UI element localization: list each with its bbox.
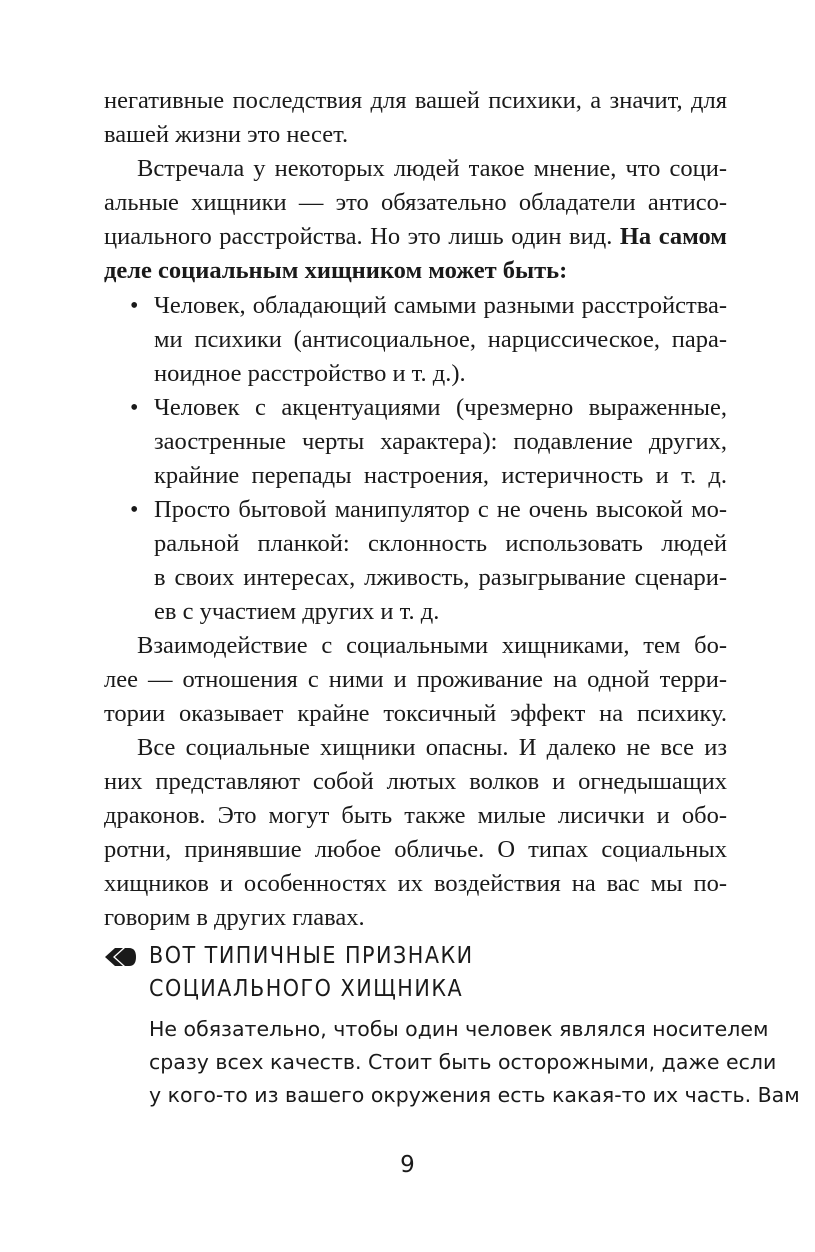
paragraph-line: ротни, принявшие любое обличье. О типах социальных bbox=[104, 836, 727, 863]
bold-text: На самом bbox=[619, 223, 727, 250]
bullet-marker: • bbox=[130, 293, 139, 319]
bullet-line: заостренные черты характера): подавление других, bbox=[154, 428, 727, 455]
bullet-line: Человек с акцентуациями (чрезмерно выраженные, bbox=[154, 394, 727, 421]
bullet-line: Человек, обладающий самыми разными расстройства- bbox=[154, 292, 727, 319]
bullet-line: в своих интересах, лживость, разыгрывание сценари- bbox=[154, 564, 727, 591]
paragraph-line: Все социальные хищники опасны. И далеко не все из bbox=[137, 734, 727, 761]
paragraph-line: лее — отношения с ними и проживание на одной терри- bbox=[104, 666, 727, 693]
bullet-line: крайние перепады настроения, истеричность и т. д. bbox=[154, 462, 727, 489]
section-text-line: Не обязательно, чтобы один человек являлся носителем bbox=[149, 1017, 769, 1041]
bullet-line: ми психики (антисоциальное, нарциссическое, пара- bbox=[154, 326, 727, 353]
paragraph-line: Встречала у некоторых людей такое мнение, что соци- bbox=[137, 155, 727, 182]
section-heading: ВОТ ТИПИЧНЫЕ ПРИЗНАКИ bbox=[149, 943, 474, 969]
paragraph-line: негативные последствия для вашей психики, а значит, для bbox=[104, 87, 727, 114]
paragraph-line: вашей жизни это несет. bbox=[104, 121, 349, 148]
paragraph-line: альные хищники — это обязательно обладатели антисо- bbox=[104, 189, 727, 216]
paragraph-line: говорим в других главах. bbox=[104, 904, 365, 931]
bullet-line: ральной планкой: склонность использовать людей bbox=[154, 530, 727, 557]
bullet-line: Просто бытовой манипулятор с не очень высокой мо- bbox=[154, 496, 727, 523]
regular-text: циального расстройства. Но это лишь один вид. bbox=[104, 223, 620, 250]
bullet-line: ноидное расстройство и т. д.). bbox=[154, 360, 466, 387]
bullet-marker: • bbox=[130, 395, 139, 421]
paragraph-line: Взаимодействие с социальными хищниками, тем бо- bbox=[137, 632, 727, 659]
page-number: 9 bbox=[400, 1152, 415, 1178]
paragraph-line: них представляют собой лютых волков и огнедышащих bbox=[104, 768, 727, 795]
bold-paragraph-line: деле социальным хищником может быть: bbox=[104, 257, 568, 284]
section-heading: СОЦИАЛЬНОГО ХИЩНИКА bbox=[149, 976, 464, 1002]
paragraph-line: хищников и особенностях их воздействия на вас мы по- bbox=[104, 870, 727, 897]
double-chevron-icon bbox=[103, 945, 137, 969]
bullet-line: ев с участием других и т. д. bbox=[154, 598, 440, 625]
section-text-line: у кого-то из вашего окружения есть какая-то их часть. Вам bbox=[149, 1083, 800, 1107]
paragraph-line: драконов. Это могут быть также милые лисички и обо- bbox=[104, 802, 727, 829]
bullet-marker: • bbox=[130, 497, 139, 523]
paragraph-line bbox=[104, 220, 727, 254]
paragraph-line: тории оказывает крайне токсичный эффект на психику. bbox=[104, 700, 727, 727]
section-text-line: сразу всех качеств. Стоит быть осторожными, даже если bbox=[149, 1050, 777, 1074]
